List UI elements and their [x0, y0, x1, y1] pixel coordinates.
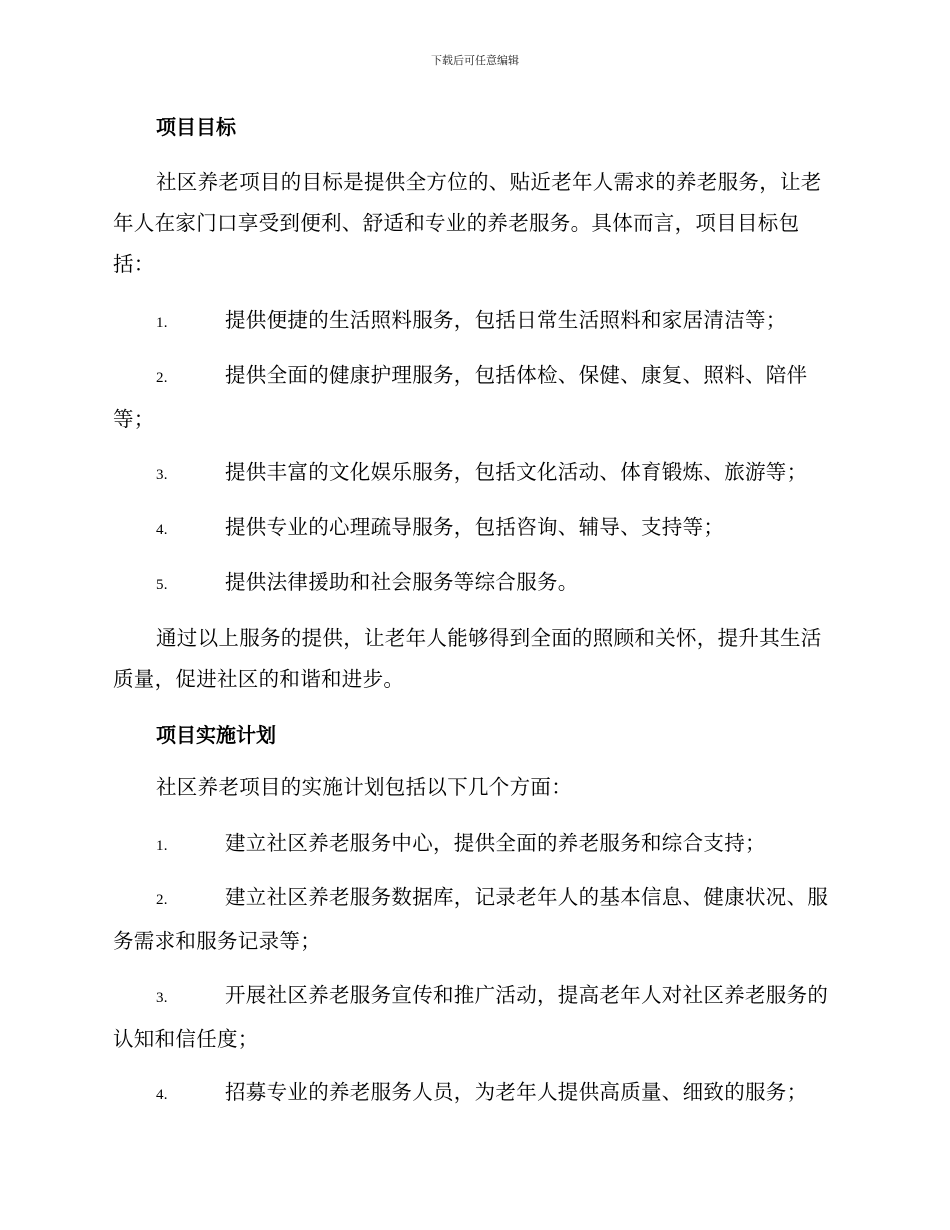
list-number: 5. — [156, 577, 168, 593]
implementation-intro-paragraph: 社区养老项目的实施计划包括以下几个方面： — [156, 775, 572, 799]
list-item-text: 提供便捷的生活照料服务，包括日常生活照料和家居清洁等； — [225, 308, 787, 332]
list-number: 3. — [156, 467, 168, 483]
list-number: 2. — [156, 892, 168, 908]
implementation-list-item — [113, 823, 833, 867]
list-item-text: 建立社区养老服务数据库，记录老年人的基本信息、健康状况、服务需求和服务记录等； — [113, 885, 829, 953]
list-item-text: 招募专业的养老服务人员，为老年人提供高质量、细致的服务； — [225, 1080, 808, 1104]
goals-list-item — [113, 452, 833, 496]
list-item-text: 提供丰富的文化娱乐服务，包括文化活动、体育锻炼、旅游等； — [225, 460, 808, 484]
section-title-implementation: 项目实施计划 — [156, 723, 276, 747]
list-item-text: 提供专业的心理疏导服务，包括咨询、辅导、支持等； — [225, 515, 725, 539]
list-item-text: 提供全面的健康护理服务，包括体检、保健、康复、照料、陪伴等； — [113, 363, 808, 431]
list-item-text: 提供法律援助和社会服务等综合服务。 — [225, 570, 579, 594]
list-number: 1. — [156, 315, 168, 331]
goals-list-item — [113, 562, 833, 606]
implementation-list-item — [113, 877, 833, 962]
list-item-text: 建立社区养老服务中心，提供全面的养老服务和综合支持； — [225, 831, 766, 855]
implementation-list-item — [113, 1072, 833, 1116]
goals-list-item — [113, 507, 833, 551]
list-number: 4. — [156, 1087, 168, 1103]
page-header: 下载后可任意编辑 — [431, 54, 519, 67]
list-number: 1. — [156, 838, 168, 854]
implementation-list-item — [113, 975, 833, 1060]
goals-list-item — [113, 355, 833, 440]
list-number: 2. — [156, 370, 168, 386]
goals-list-item — [113, 300, 833, 344]
list-number: 3. — [156, 990, 168, 1006]
list-number: 4. — [156, 522, 168, 538]
list-item-text: 开展社区养老服务宣传和推广活动，提高老年人对社区养老服务的认知和信任度； — [113, 983, 829, 1051]
goals-closing-paragraph: 通过以上服务的提供，让老年人能够得到全面的照顾和关怀，提升其生活质量，促进社区的和谐和进步。 — [113, 626, 822, 691]
section-title-goals: 项目目标 — [156, 115, 236, 139]
goals-intro-paragraph: 社区养老项目的目标是提供全方位的、贴近老年人需求的养老服务，让老年人在家门口享受到便利、舒适和专业的养老服务。具体而言，项目目标包括： — [113, 170, 822, 276]
